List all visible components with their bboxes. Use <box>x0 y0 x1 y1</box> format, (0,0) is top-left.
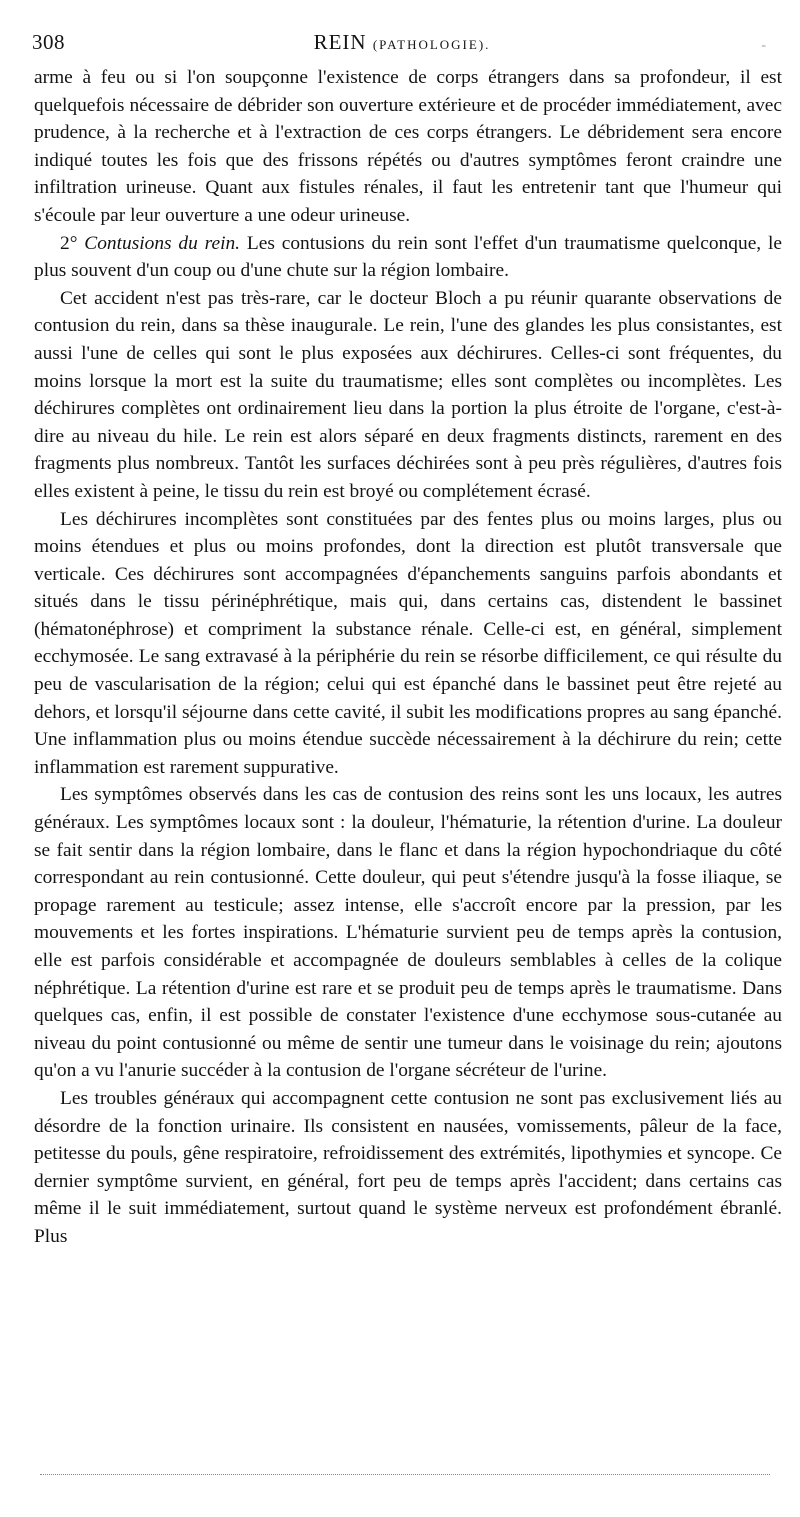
page-header <box>32 30 772 60</box>
paragraph: Les symptômes observés dans les cas de contusion des reins sont les uns locaux, les autres généraux. Les symptômes locaux sont : la douleur, l'hématurie, la rétention d'urine. La douleur se fait sentir dans la région lombaire, dans le flanc et dans la région hypochondriaque du côté correspondant au rein contusionné. Cette douleur, qui peut s'étendre jusqu'à la fosse iliaque, se propage rarement au testicule; assez intense, elle s'accroît encore par la pression, par les mouvements et les fortes inspirations. L'hématurie survient peu de temps après la contusion, elle est parfois considérable et accompagnée de douleurs semblables à celles de la colique néphrétique. La rétention d'urine est rare et se produit peu de temps après le traumatisme. Dans quelques cas, enfin, il est possible de constater l'existence d'une ecchymose sous-cutanée au niveau du point contusionné ou même de sentir une tumeur dans le voisinage du rein; ajoutons qu'on a vu l'anurie succéder à la contusion de l'organe sécréteur de l'urine. <box>34 784 782 1082</box>
section-heading-paragraph <box>34 230 782 285</box>
paragraph: Les troubles généraux qui accompagnent cette contusion ne sont pas exclusivement liés au désordre de la fonction urinaire. Ils consistent en nausées, vomissements, pâleur de la face, petitesse du pouls, gêne respiratoire, refroidissement des extrémités, lipothymies et syncope. Ce dernier symptôme survient, en général, fort peu de temps après l'accident; dans certains cas même il le suit immédiatement, surtout quand le système nerveux est profondément ébranlé. Plus <box>34 1087 782 1247</box>
paragraph-continuation: arme à feu ou si l'on soupçonne l'existence de corps étrangers dans sa profondeur, il est quelquefois nécessaire de débrider son ouverture extérieure et de procéder immédiatement, avec prudence, à la recherche et à l'extraction de ces corps étrangers. Le débridement sera encore indiqué toutes les fois que des frissons répétés ou d'autres symptômes feront craindre une infiltration urineuse. Quant aux fistules rénales, il faut les entretenir tant que l'humeur qui s'écoule par leur ouverture a une odeur urineuse. <box>34 67 782 226</box>
section-title: Contusions du rein. <box>84 232 241 254</box>
section-intro-text: Les contusions du rein sont l'effet d'un traumatisme quelconque, le plus souvent d'un coup ou d'une chute sur la région lombaire. <box>34 232 782 282</box>
running-head-subtitle: (PATHOLOGIE). <box>372 37 491 52</box>
paragraph: Les déchirures incomplètes sont constituées par des fentes plus ou moins larges, plus ou moins étendues et plus ou moins profondes, dont la direction est plutôt transversale que verticale. Ces déchirures sont accompagnées d'épanchements sanguins parfois abondants et situés dans le tissu périnéphrétique, mais qui, dans certains cas, distendent le bassinet (hématonéphrose) et compriment la substance rénale. Celle-ci est, en général, simplement ecchymosée. Le sang extravasé à la périphérie du rein se résorbe difficilement, ce qui résulte du peu de vascularisation de la région; celui qui est épanché dans le bassinet peut être rejeté au dehors, et lorsqu'il séjourne dans cette cavité, il subit les modifications propres au sang épanché. Une inflammation plus ou moins étendue succède nécessairement à la déchirure du rein; cette inflammation est rarement suppurative. <box>34 508 782 778</box>
body-text <box>34 64 782 1251</box>
footer-dotted-rule <box>40 1474 770 1475</box>
running-head-title: REIN <box>313 30 367 54</box>
section-number: 2° <box>60 232 85 254</box>
page-number: 308 <box>32 30 65 54</box>
paragraph: Cet accident n'est pas très-rare, car le docteur Bloch a pu réunir quarante observations de contusion du rein, dans sa thèse inaugurale. Le rein, l'une des glandes les plus consistantes, est aussi l'une de celles qui sont le plus exposées aux déchirures. Celles-ci sont fréquentes, du moins lorsque la mort est la suite du traumatisme; elles sont complètes ou incomplètes. Les déchirures complètes ont ordinairement lieu dans la portion la plus étroite de l'organe, c'est-à-dire au niveau du hile. Le rein est alors séparé en deux fragments distincts, rarement en des fragments plus nombreux. Tantôt les surfaces déchirées sont à peu près régulières, d'autres fois elles existent à peine, le tissu du rein est broyé ou complétement écrasé. <box>34 287 782 502</box>
running-head <box>32 30 772 55</box>
corner-mark: - <box>761 38 766 53</box>
